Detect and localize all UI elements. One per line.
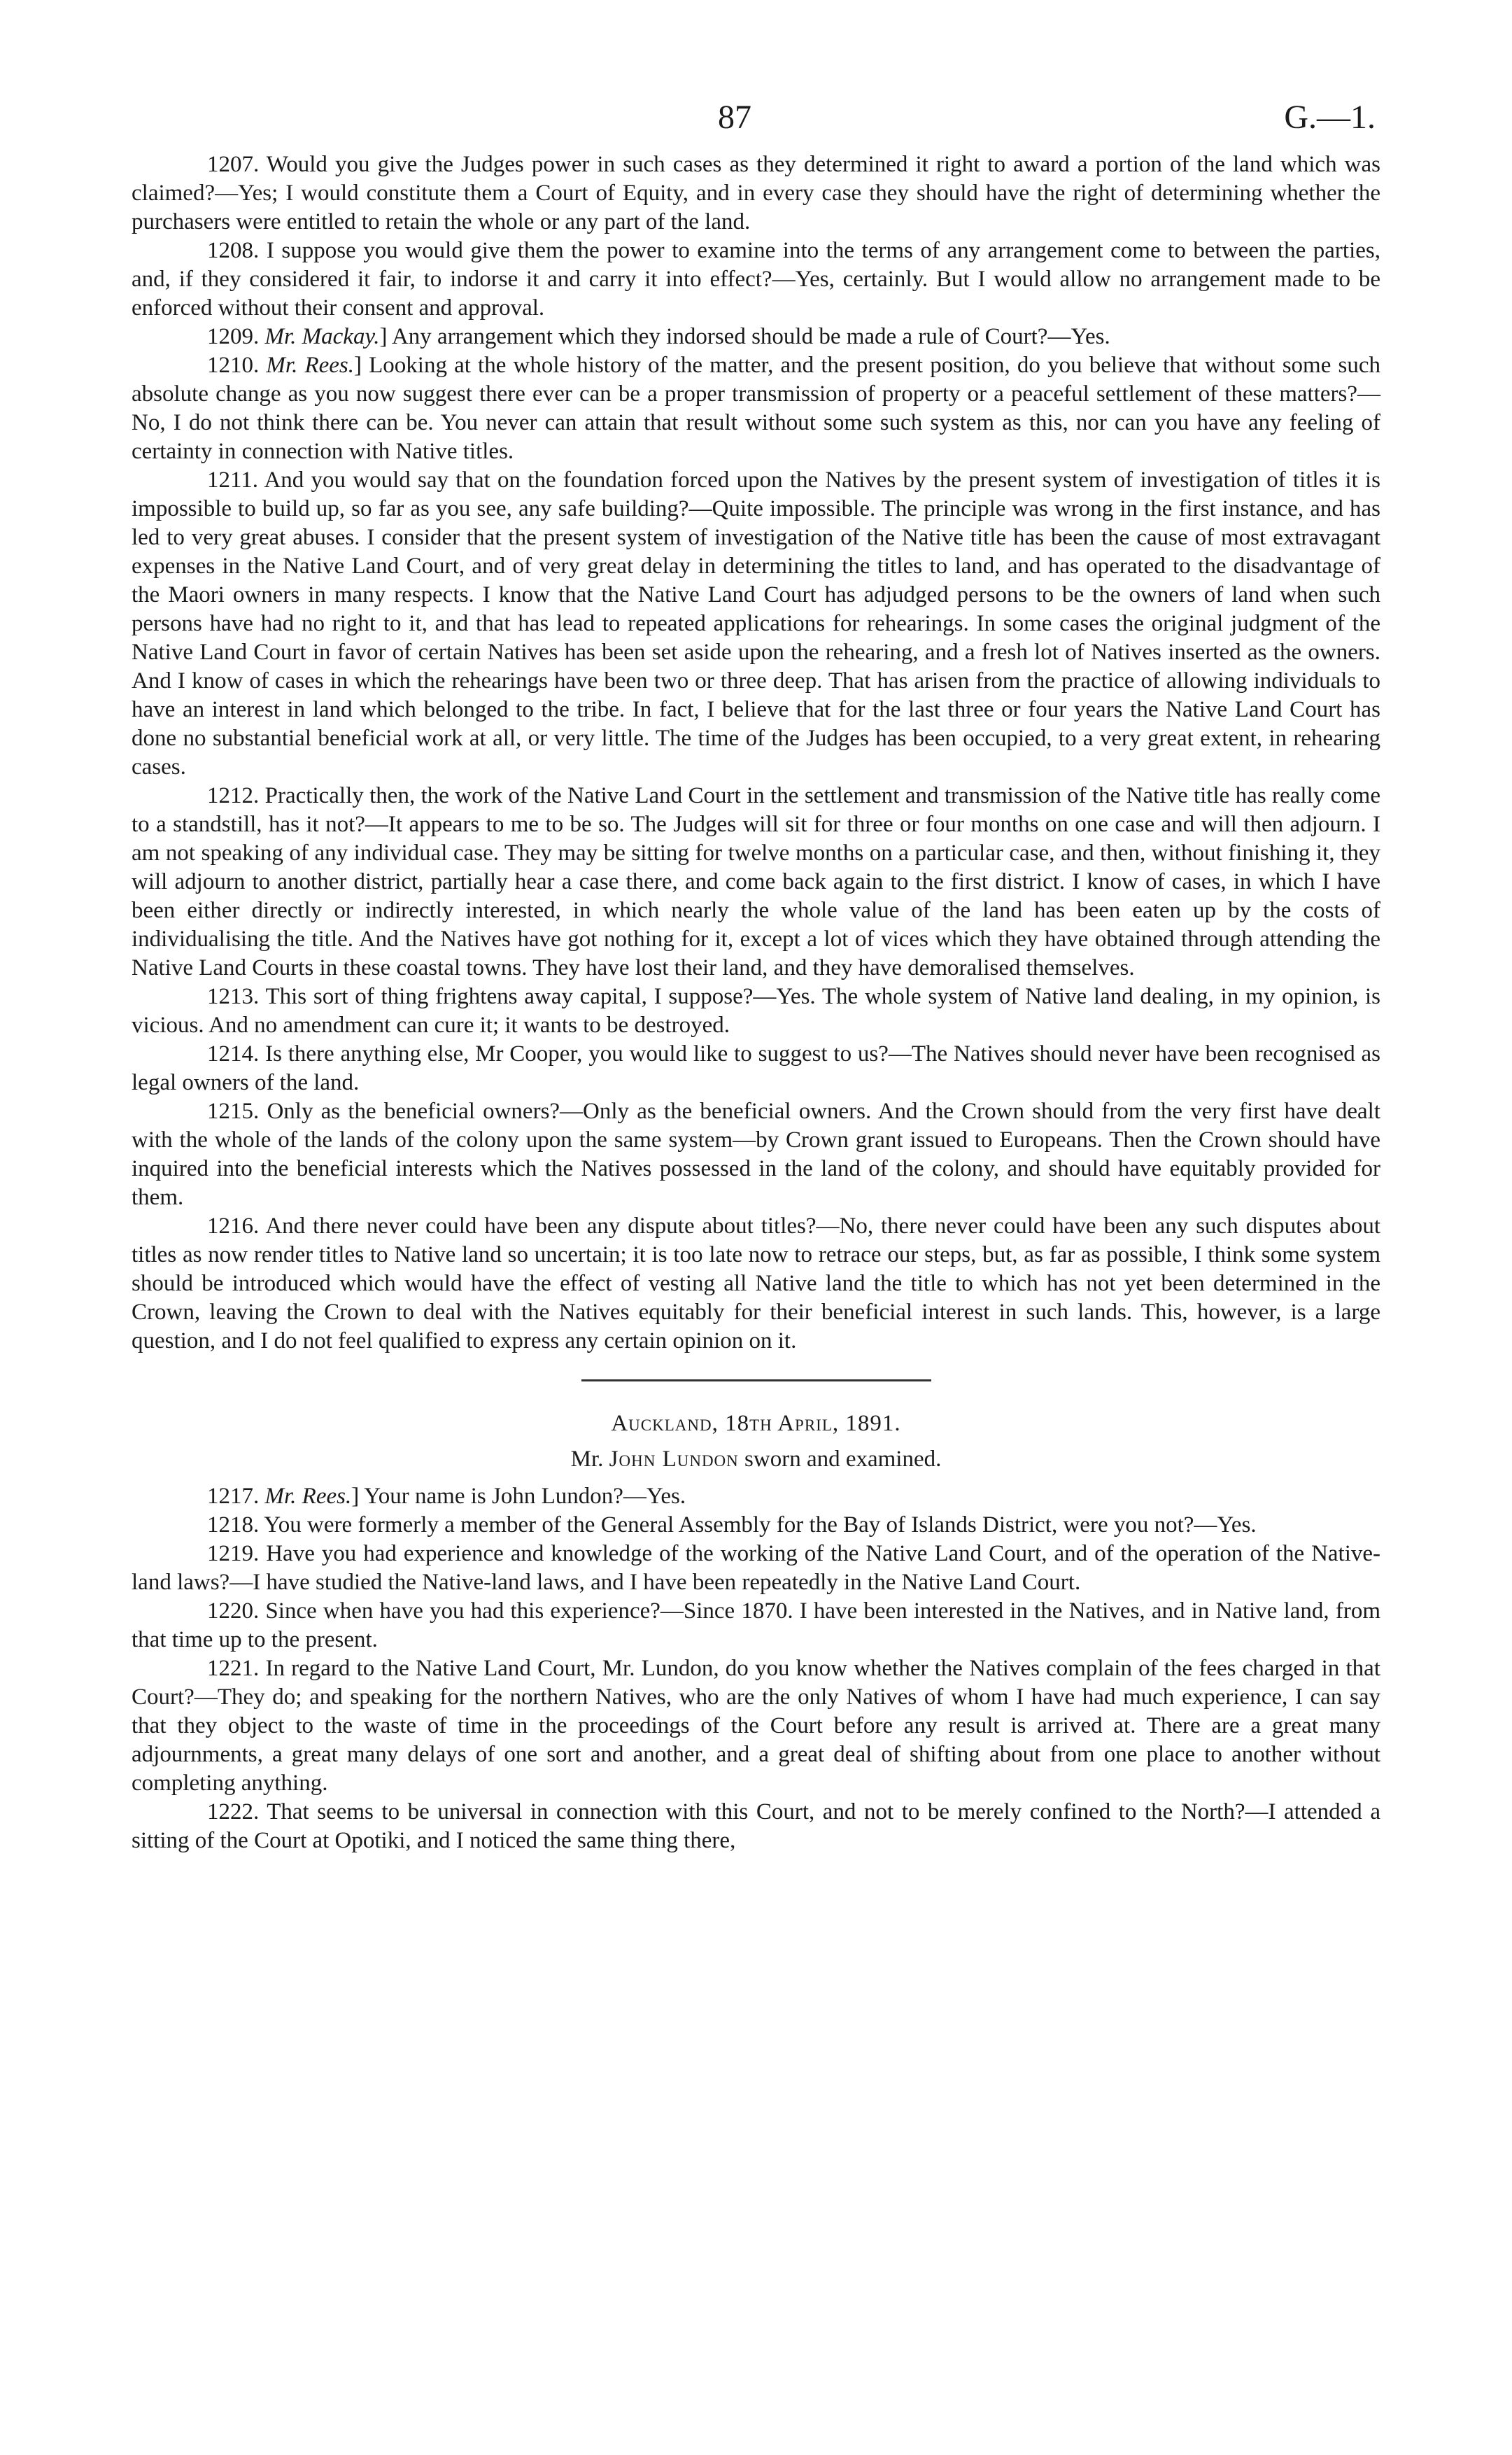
- question-number: 1208.: [207, 238, 260, 263]
- question-text: Any arrangement which they indorsed should be made a rule of Court?—Yes.: [391, 324, 1110, 349]
- question-number: 1207.: [207, 152, 260, 177]
- question-paragraph: [132, 1040, 1380, 1097]
- question-paragraph: [132, 466, 1380, 782]
- question-text: You were formerly a member of the General Assembly for the Bay of Islands District, were you not?—Yes.: [264, 1512, 1257, 1538]
- question-paragraph: 1217. Mr. Rees.] Your name is John Lundon?—Yes.: [207, 1484, 686, 1509]
- question-text: Is there anything else, Mr Cooper, you would like to suggest to us?—The Natives should never have been recognised as legal owners of the land.: [132, 1041, 1381, 1095]
- question-number: 1210.: [207, 353, 260, 378]
- question-paragraph: [132, 782, 1380, 983]
- question-text: Practically then, the work of the Native Land Court in the settlement and transmission of the Native title has really come to a standstill, has it not?—It appears to me to be so. The Judges will sit for three or four months on one case and will then adjourn. I am not speaking of any individual case. They may be sitting for twelve months on a particular case, and then, without finishing it, they will adjourn to another district, partially hear a case there, and come back again to the first district. I know of cases, in which I have been either directly or indirectly interested, in which nearly the whole value of the land has been eaten up by the costs of individualising the title. And the Natives have got nothing for it, except a lot of vices which they have obtained through attending the Native Land Courts in these coastal towns. They have lost their land, and they have demoralised themselves.: [132, 783, 1380, 980]
- question-number: 1213.: [207, 984, 260, 1009]
- question-number: 1221.: [207, 1656, 260, 1681]
- question-text: That seems to be universal in connection with this Court, and not to be merely confined to the North?—I attended a sitting of the Court at Opotiki, and I noticed the same thing there,: [132, 1799, 1380, 1853]
- question-paragraph: [132, 983, 1380, 1040]
- question-text: And there never could have been any dispute about titles?—No, there never could have been any such disputes about titles as now render titles to Native land so uncertain; it is too late now to retrace our steps, but, as far as possible, I think some system should be introduced which would have the effect of vesting all Native land the title to which has not yet been determined in the Crown, leaving the Crown to deal with the Natives equitably for their beneficial interest in such lands. This, however, is a large question, and I do not feel qualified to express any certain opinion on it.: [132, 1214, 1380, 1353]
- question-number: 1214.: [207, 1041, 260, 1067]
- witness-sworn-text: sworn and examined.: [744, 1447, 942, 1472]
- question-text: Looking at the whole history of the matter, and the present position, do you believe that without some such absolute change as you now suggest there ever can be a proper transmission of property or a peaceful settlement of these matters?—No, I do not think there can be. You never can attain that result without some such system as this, nor can you have any feeling of certainty in connection with Native titles.: [132, 353, 1380, 464]
- question-text: Since when have you had this experience?—Since 1870. I have been interested in the Natives, and in Native land, from that time up to the present.: [132, 1598, 1381, 1652]
- dateline: Auckland, 18th April, 1891.: [611, 1411, 901, 1436]
- witness-sworn-line: [132, 1445, 1380, 1474]
- evidence-section-2: [132, 1482, 1380, 1855]
- question-text: Your name is John Lundon?—Yes.: [364, 1484, 686, 1509]
- witness-prefix: Mr.: [570, 1447, 604, 1472]
- question-text: In regard to the Native Land Court, Mr. Lundon, do you know whether the Natives complain of the fees charged in that Court?—They do; and speaking for the northern Natives, who are the only Natives of whom I have had much experience, I can say that they object to the waste of time in the proceedings of the Court before any result is arrived at. There are a great many adjournments, a great many delays of one sort and another, and a great deal of shifting about from one place to another without completing anything.: [132, 1656, 1381, 1796]
- page-body: [132, 150, 1380, 1855]
- evidence-section-1: [132, 150, 1380, 1356]
- question-number: 1219.: [207, 1541, 260, 1566]
- question-number: 1211.: [207, 467, 259, 493]
- question-number: 1209.: [207, 324, 260, 349]
- question-paragraph: [132, 1097, 1380, 1212]
- question-paragraph: [132, 237, 1380, 323]
- question-number: 1222.: [207, 1799, 260, 1824]
- section-divider: [581, 1379, 931, 1381]
- question-text: And you would say that on the foundation forced upon the Natives by the present system of investigation of titles it is impossible to build up, so far as you see, any safe building?—Quite impossible. The principle was wrong in the first instance, and has led to very great abuses. I consider that the present system of investigation of the Native title has been the cause of most extravagant expenses in the Native Land Court, and of very great delay in determining the titles to land, and has operated to the disadvantage of the Maori owners in many respects. I know that the Native Land Court has adjudged persons to be the owners of land when such persons have had no right to it, and that has lead to repeated applications for rehearings. In some cases the original judgment of the Native Land Court in favor of certain Natives has been set aside upon the rehearing, and a fresh lot of Natives inserted as the owners. And I know of cases in which the rehearings have been two or three deep. That has arisen from the practice of allowing individuals to have an interest in land which belonged to the tribe. In fact, I believe that for the last three or four years the Native Land Court has done no substantial beneficial work at all, or very little. The time of the Judges has been occupied, to a very great extent, in rehearing cases.: [132, 467, 1380, 780]
- question-paragraph: [132, 150, 1380, 237]
- question-text: I suppose you would give them the power to examine into the terms of any arrangement come to between the parties, and, if they considered it fair, to indorse it and carry it into effect?—Yes, certainly. But I would allow no arrangement made to be enforced without their consent and approval.: [132, 238, 1380, 321]
- question-paragraph: [132, 1654, 1380, 1798]
- question-paragraph: [132, 1212, 1380, 1356]
- question-paragraph: [132, 1798, 1380, 1855]
- question-paragraph: 1210. Mr. Rees.] Looking at the whole history of the matter, and the present position, do you believe that without some such absolute change as you now suggest there ever can be a proper transmission of property or a peaceful settlement of these matters?—No, I do not think there can be. You never can attain that result without some such system as this, nor can you have any feeling of certainty in connection with Native titles.: [132, 353, 1380, 464]
- question-paragraph: [132, 1540, 1380, 1597]
- question-number: 1220.: [207, 1598, 260, 1624]
- question-number: 1218.: [207, 1512, 260, 1538]
- question-paragraph: 1209. Mr. Mackay.] Any arrangement which they indorsed should be made a rule of Court?—Yes.: [207, 324, 1110, 349]
- question-paragraph: [132, 1511, 1380, 1540]
- question-number: 1215.: [207, 1099, 260, 1124]
- page-number: 87: [718, 99, 751, 136]
- question-text: Would you give the Judges power in such cases as they determined it right to award a portion of the land which was claimed?—Yes; I would constitute them a Court of Equity, and in every case they should have the right of determining whether the purchasers were entitled to retain the whole or any part of the land.: [132, 152, 1380, 234]
- question-text: Have you had experience and knowledge of the working of the Native Land Court, and of the operation of the Native-land laws?—I have studied the Native-land laws, and I have been repeatedly in the Native Land Court.: [132, 1541, 1381, 1595]
- speaker-name: Mr. Rees.: [266, 353, 354, 378]
- witness-name: John Lundon: [609, 1447, 739, 1472]
- question-paragraph: [132, 1597, 1380, 1654]
- speaker-name: Mr. Mackay.: [264, 324, 380, 349]
- document-reference: G.—1.: [1284, 99, 1376, 136]
- question-number: 1217.: [207, 1484, 260, 1509]
- speaker-name: Mr. Rees.: [264, 1484, 352, 1509]
- question-number: 1216.: [207, 1214, 260, 1239]
- question-number: 1212.: [207, 783, 260, 808]
- question-text: Only as the beneficial owners?—Only as the beneficial owners. And the Crown should from the very first have dealt with the whole of the lands of the colony upon the same system—by Crown grant issued to Europeans. Then the Crown should have inquired into the beneficial interests which the Natives possessed in the land of the colony, and should have equitably provided for them.: [132, 1099, 1380, 1210]
- question-text: This sort of thing frightens away capital, I suppose?—Yes. The whole system of Native land dealing, in my opinion, is vicious. And no amendment can cure it; it wants to be destroyed.: [132, 984, 1380, 1038]
